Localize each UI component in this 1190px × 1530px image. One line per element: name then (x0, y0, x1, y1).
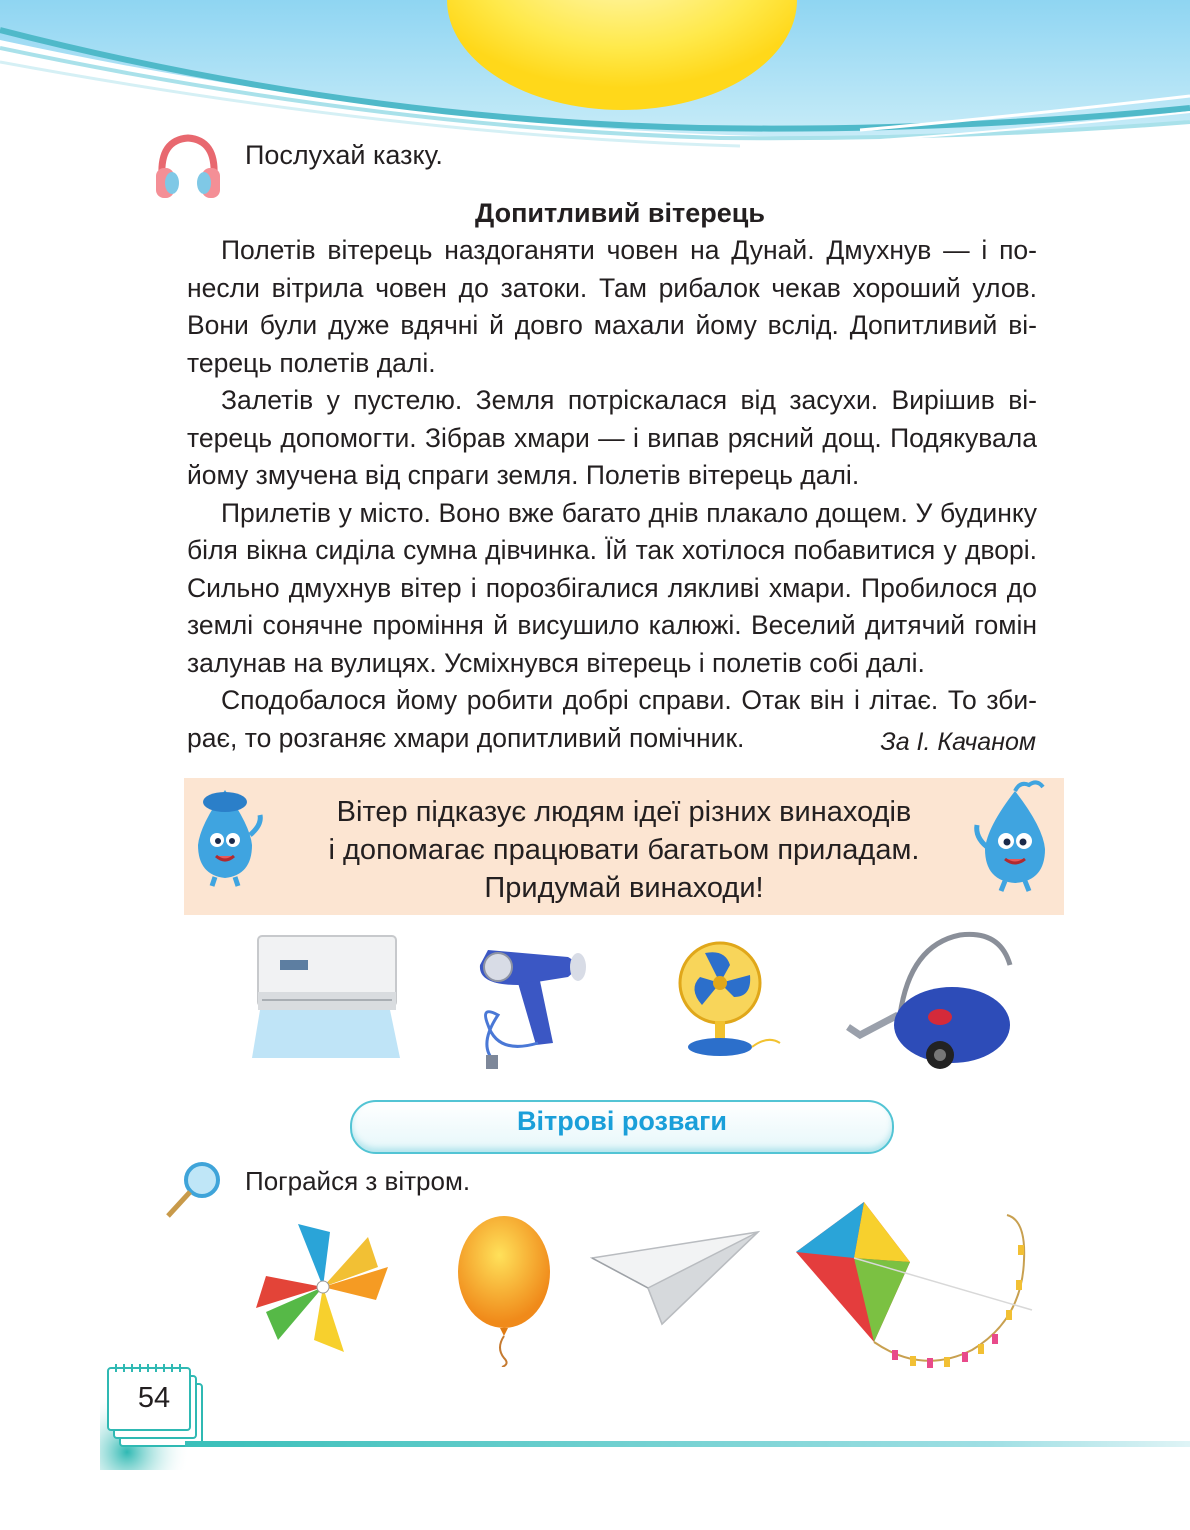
magnifier-icon (164, 1160, 222, 1220)
headphones-icon (152, 132, 224, 202)
kite-image (792, 1200, 1037, 1375)
pinwheel-image (248, 1212, 398, 1362)
story-paragraph: Прилетів у місто. Воно вже багато днів плакало дощем. У будинку біля вікна сиділа сумна дівчинка. Їй так хотілося побавитися у дворі. Сильно дмухнув вітер і порозбігалися лякливі хмари. Пробилося до землі сонячне проміння й висушило калюжі. Веселий дитячий гомін залунав на вулицях. Усміхнувся вітерець і полетів собі далі. (187, 497, 1037, 678)
story-title: Допитливий вітерець (475, 198, 765, 228)
hair-dryer-image (458, 935, 590, 1073)
header-sky-illustration (0, 0, 1190, 150)
info-text (184, 793, 1064, 907)
story-paragraph: Залетів у пустелю. Земля потріскалася від засухи. Вирішив вітерець допомогти. Зібрав хмари — і випав рясний дощ. Подякувала йому змучена від спраги земля. Полетів вітерець далі. (187, 385, 1037, 490)
vacuum-cleaner-image (840, 925, 1022, 1073)
listen-instruction: Послухай казку. (245, 140, 443, 170)
paper-plane-image (590, 1228, 760, 1328)
page-number-badge (100, 1360, 208, 1470)
page-number: 54 (137, 1382, 171, 1414)
info-line: Придумай винаходи! (484, 872, 764, 904)
desk-fan-image (670, 935, 782, 1060)
info-line: і допомагає працювати багатьом приладам. (328, 834, 920, 866)
play-instruction: Пограйся з вітром. (245, 1166, 471, 1196)
section-title: Вітрові розваги (517, 1106, 727, 1136)
story-author: За І. Качаном (880, 728, 1036, 756)
story-paragraph: Полетів вітерець наздоганяти човен на Дунай. Дмухнув — і понесли вітрила човен до затоки. Там рибалок чекав хороший улов. Вони були дуже вдячні й довго махали йому вслід. Допитливий вітерець полетів далі. (187, 235, 1037, 378)
air-conditioner-image (250, 930, 402, 1058)
info-line: Вітер підказує людям ідеї різних винаходів (336, 796, 912, 828)
balloon-image (452, 1212, 557, 1367)
story-text (187, 232, 1037, 757)
story-paragraph: Сподобалося йому робити добрі справи. Отак він і літає. То збирає, то розганяє хмари допитливий помічник. (187, 685, 1037, 753)
footer-divider (185, 1441, 1190, 1447)
